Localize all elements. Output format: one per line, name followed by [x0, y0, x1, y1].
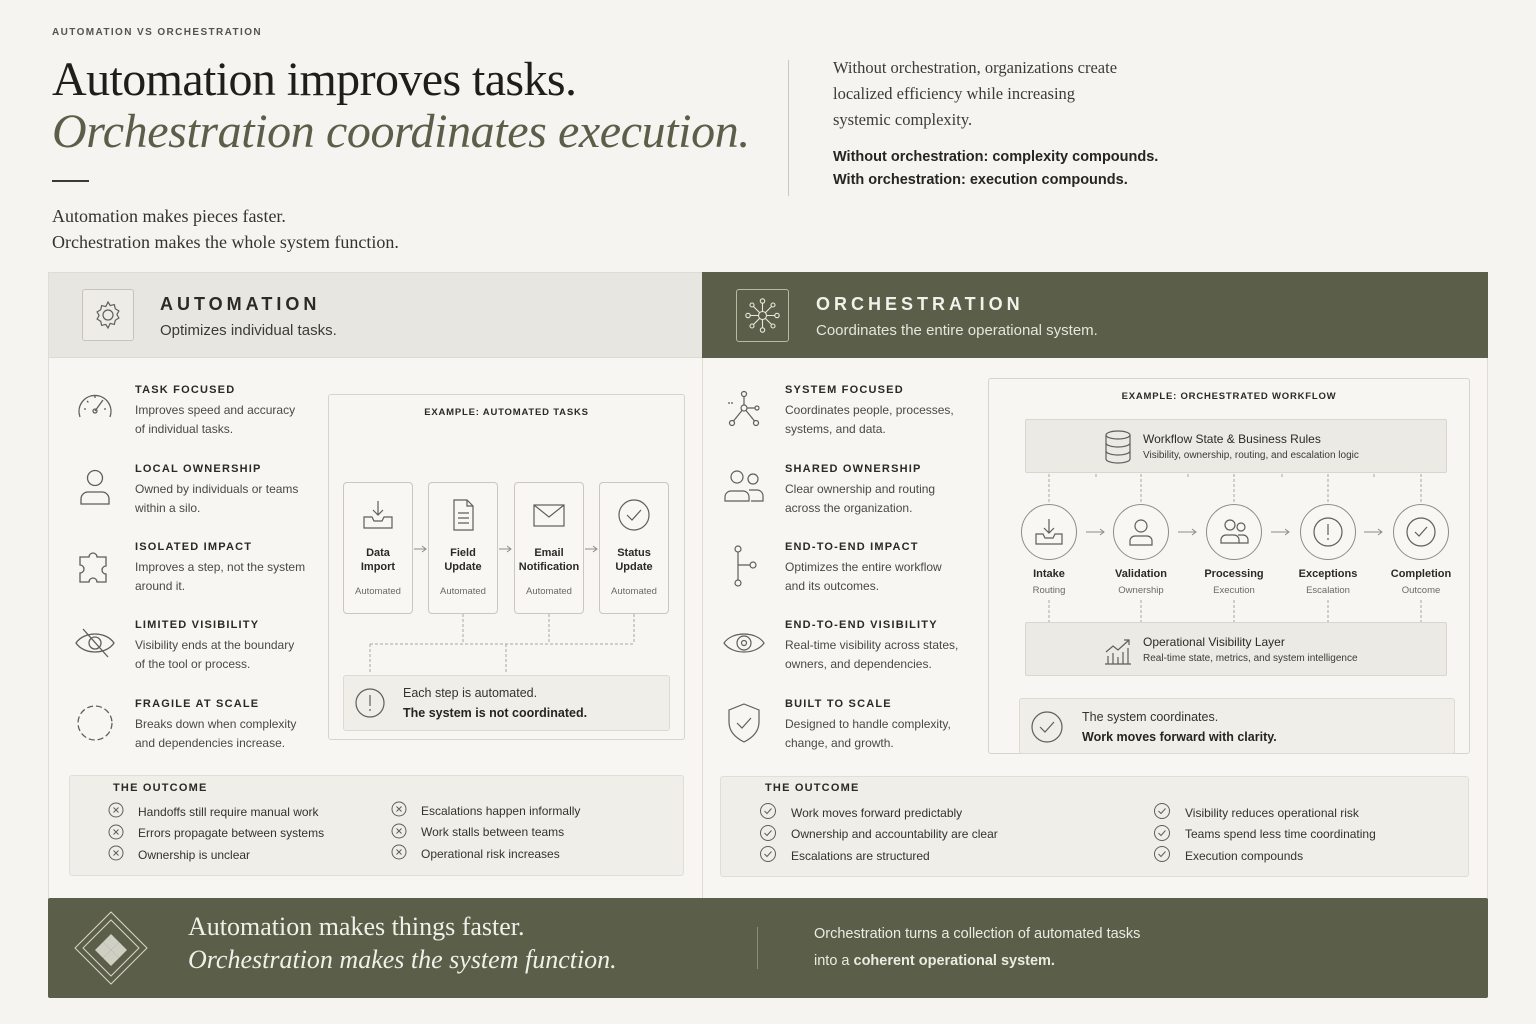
outcome-item: [759, 845, 998, 867]
outcome-text: Visibility reduces operational risk: [1185, 805, 1359, 820]
person-icon: [76, 466, 114, 513]
auto-feature-1-desc1: Improves speed and accuracy: [135, 403, 296, 417]
visibility-layer-sub: Real-time state, metrics, and system intelligence: [1143, 653, 1358, 664]
check-circle-icon: [759, 845, 777, 866]
eyebrow: AUTOMATION VS ORCHESTRATION: [52, 27, 263, 38]
node-label: Validation: [1115, 568, 1167, 580]
headline-line2: Orchestration coordinates execution.: [52, 105, 750, 158]
footer-right-line2-b: coherent operational system.: [853, 953, 1055, 969]
auto-feature-2-desc1: Owned by individuals or teams: [135, 482, 299, 496]
puzzle-icon: [76, 545, 116, 590]
quote-line2: localized efficiency while increasing: [833, 84, 1076, 103]
inbox-icon: [1022, 505, 1076, 559]
check-circle-icon: [1153, 824, 1171, 845]
tile-status: Automated: [526, 586, 572, 597]
chart-growth-icon: [1102, 635, 1134, 672]
node-sub: Ownership: [1118, 585, 1164, 596]
network-icon: [724, 387, 764, 434]
outcome-text: Ownership and accountability are clear: [791, 827, 998, 842]
x-circle-icon: [391, 801, 407, 820]
tile-name: Email: [534, 547, 564, 559]
shield-icon: [726, 701, 762, 750]
automated-note: [343, 675, 670, 731]
auto-feature-4-title: LIMITED VISIBILITY: [135, 619, 260, 631]
node-label: Exceptions: [1298, 568, 1358, 580]
orchestration-header: [702, 272, 1488, 358]
auto-feature-3-title: ISOLATED IMPACT: [135, 541, 253, 553]
node-sub: Routing: [1032, 585, 1066, 596]
workflow-state-title: Workflow State & Business Rules: [1143, 432, 1321, 446]
tile-status: Automated: [440, 586, 486, 597]
tile-name: Field: [450, 547, 476, 559]
orch-feature-5-desc2: change, and growth.: [785, 736, 894, 750]
network-icon: [736, 289, 789, 342]
intro-line1: Automation makes pieces faster.: [52, 206, 286, 226]
orch-feature-3-desc1: Optimizes the entire workflow: [785, 560, 942, 574]
auto-feature-5-desc2: and dependencies increase.: [135, 736, 286, 750]
orch-feature-1-desc1: Coordinates people, processes,: [785, 403, 954, 417]
outcome-text: Work stalls between teams: [421, 825, 565, 840]
tile-name: Data: [366, 547, 390, 559]
orch-feature-3-desc2: and its outcomes.: [785, 579, 880, 593]
outcome-item: [1153, 845, 1376, 867]
footer-right-line2: [814, 953, 1055, 969]
outcome-item: [108, 823, 324, 845]
eye-slash-icon: [74, 623, 116, 668]
node-sub: Outcome: [1401, 585, 1441, 596]
tile-name: Update: [615, 561, 653, 573]
orch-feature-2-title: SHARED OWNERSHIP: [785, 463, 922, 475]
alert-icon: [354, 687, 386, 724]
header-divider: [788, 60, 789, 196]
diamond-logo-icon: [73, 910, 149, 991]
auto-feature-5-title: FRAGILE AT SCALE: [135, 698, 260, 710]
quote-bold1: Without orchestration: complexity compounds.: [833, 149, 1159, 165]
orch-feature-2-desc1: Clear ownership and routing: [785, 482, 936, 496]
tile-status: Automated: [355, 586, 401, 597]
outcome-text: Teams spend less time coordinating: [1185, 827, 1376, 842]
node-label: Intake: [1033, 568, 1065, 580]
node-sub: Escalation: [1306, 585, 1350, 596]
orchestration-outcome-col1: [759, 802, 998, 867]
branch-icon: [728, 544, 758, 593]
quote-line1: Without orchestration, organizations create: [833, 58, 1118, 77]
outcome-item: [1153, 824, 1376, 846]
node-sub: Execution: [1213, 585, 1255, 596]
tile-name: Status: [617, 547, 651, 559]
intro-line2: Orchestration makes the whole system function.: [52, 232, 399, 252]
orchestrated-example-title: EXAMPLE: ORCHESTRATED WORKFLOW: [1121, 391, 1337, 402]
x-circle-icon: [108, 802, 124, 821]
auto-feature-4-desc2: of the tool or process.: [135, 657, 251, 671]
footer-right-line1: Orchestration turns a collection of automated tasks: [814, 926, 1141, 942]
outcome-text: Execution compounds: [1185, 848, 1304, 863]
check-circle-icon: [759, 824, 777, 845]
node-label: Completion: [1390, 568, 1452, 580]
workflow-state-sub: Visibility, ownership, routing, and escalation logic: [1143, 450, 1359, 461]
orch-feature-4-title: END-TO-END VISIBILITY: [785, 619, 938, 631]
outcome-text: Ownership is unclear: [138, 847, 251, 862]
node-processing: [1206, 504, 1262, 560]
node-validation: [1113, 504, 1169, 560]
auto-feature-2-desc2: within a silo.: [135, 501, 201, 515]
automated-note-line2: The system is not coordinated.: [403, 706, 588, 720]
outcome-text: Operational risk increases: [421, 846, 560, 861]
x-circle-icon: [391, 844, 407, 863]
orch-feature-3-title: END-TO-END IMPACT: [785, 541, 919, 553]
tile-status: Automated: [611, 586, 657, 597]
x-circle-icon: [391, 823, 407, 842]
orch-feature-2-desc2: across the organization.: [785, 501, 913, 515]
outcome-item: [391, 822, 580, 844]
footer-right-line2-a: into a: [814, 953, 854, 969]
orch-feature-1-desc2: systems, and data.: [785, 422, 886, 436]
auto-feature-3-desc1: Improves a step, not the system: [135, 560, 306, 574]
outcome-text: Errors propagate between systems: [138, 826, 325, 841]
gauge-icon: [74, 387, 116, 434]
outcome-text: Handoffs still require manual work: [138, 804, 319, 819]
outcome-item: [391, 843, 580, 865]
people-icon: [722, 466, 766, 511]
node-intake: [1021, 504, 1077, 560]
check-circle-icon: [1394, 505, 1448, 559]
title-rule: [52, 180, 89, 182]
quote-line3: systemic complexity.: [833, 110, 973, 129]
auto-feature-5-desc1: Breaks down when complexity: [135, 717, 297, 731]
check-circle-icon: [1153, 845, 1171, 866]
quote-bold2: With orchestration: execution compounds.: [833, 172, 1128, 188]
automated-example-title: EXAMPLE: AUTOMATED TASKS: [424, 407, 589, 418]
dashed-circle-icon: [75, 702, 115, 749]
outcome-text: Work moves forward predictably: [791, 805, 963, 820]
outcome-item: [1153, 802, 1376, 824]
alert-icon: [1301, 505, 1355, 559]
automated-note-line1: Each step is automated.: [403, 686, 538, 700]
orchestration-outcome-title: THE OUTCOME: [765, 782, 860, 794]
outcome-item: [108, 844, 324, 866]
visibility-layer-bar: [1025, 622, 1447, 676]
auto-feature-1-title: TASK FOCUSED: [135, 384, 236, 396]
orchestration-subtitle: Coordinates the entire operational system.: [816, 322, 1098, 339]
automation-subtitle: Optimizes individual tasks.: [160, 322, 337, 339]
x-circle-icon: [108, 824, 124, 843]
footer-divider: [757, 927, 758, 969]
tile-name: Update: [444, 561, 482, 573]
outcome-text: Escalations are structured: [791, 848, 930, 863]
eye-icon: [722, 624, 766, 667]
auto-feature-3-desc2: around it.: [135, 579, 186, 593]
automation-outcome-col2: [391, 800, 580, 865]
auto-feature-2-title: LOCAL OWNERSHIP: [135, 463, 262, 475]
check-circle-icon: [1153, 802, 1171, 823]
footer-line2: Orchestration makes the system function.: [188, 945, 617, 974]
orch-feature-5-title: BUILT TO SCALE: [785, 698, 892, 710]
outcome-item: [759, 824, 998, 846]
headline-line1: Automation improves tasks.: [52, 53, 577, 106]
outcome-item: [108, 801, 324, 823]
automation-outcome-col1: [108, 801, 324, 866]
footer-line1: Automation makes things faster.: [188, 912, 525, 941]
check-circle-icon: [1030, 710, 1064, 749]
x-circle-icon: [108, 845, 124, 864]
node-exceptions: [1300, 504, 1356, 560]
visibility-layer-title: Operational Visibility Layer: [1143, 635, 1285, 649]
gear-icon: [82, 289, 134, 341]
orchestration-title: ORCHESTRATION: [816, 294, 1024, 314]
people-icon: [1207, 505, 1261, 559]
orchestrated-note: [1019, 698, 1455, 754]
orchestrated-note-line2: Work moves forward with clarity.: [1082, 730, 1277, 744]
orchestration-outcome-col2: [1153, 802, 1376, 867]
orch-feature-1-title: SYSTEM FOCUSED: [785, 384, 904, 396]
tile-name: Import: [360, 561, 396, 573]
node-label: Processing: [1204, 568, 1264, 580]
outcome-item: [391, 800, 580, 822]
person-icon: [1114, 505, 1168, 559]
orch-feature-4-desc1: Real-time visibility across states,: [785, 638, 959, 652]
node-completion: [1393, 504, 1449, 560]
tile-name: Notification: [518, 561, 580, 573]
orch-feature-4-desc2: owners, and dependencies.: [785, 657, 932, 671]
automation-header: [49, 273, 702, 358]
orchestrated-note-line1: The system coordinates.: [1082, 710, 1219, 724]
automation-outcome-title: THE OUTCOME: [113, 782, 208, 794]
outcome-text: Escalations happen informally: [421, 803, 581, 818]
auto-feature-1-desc2: of individual tasks.: [135, 422, 234, 436]
automation-title: AUTOMATION: [160, 294, 321, 314]
orch-feature-5-desc1: Designed to handle complexity,: [785, 717, 951, 731]
outcome-item: [759, 802, 998, 824]
check-circle-icon: [759, 802, 777, 823]
auto-feature-4-desc1: Visibility ends at the boundary: [135, 638, 295, 652]
